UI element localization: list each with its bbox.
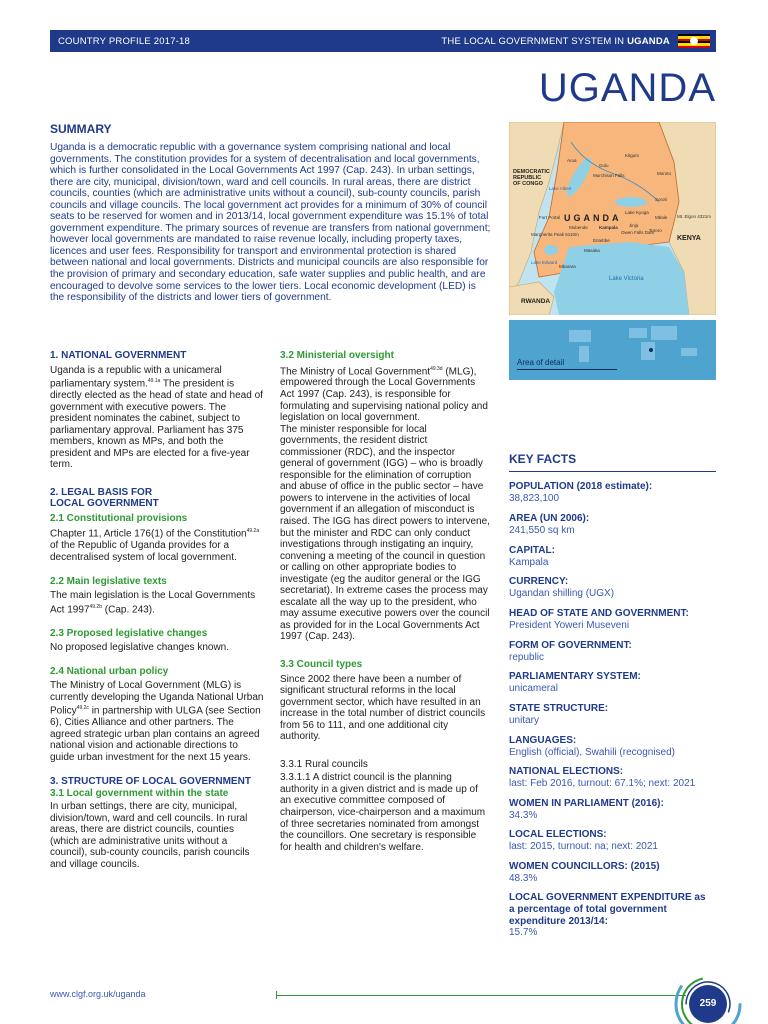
text-run: The Ministry of Local Government [280, 365, 431, 377]
column-1 [50, 350, 265, 871]
footnote-ref: 49.2b [89, 603, 102, 610]
key-fact-value: Ugandan shilling (UGX) [509, 587, 615, 599]
key-fact-value: last: Feb 2016, turnout: 67.1%; next: 2021 [509, 777, 696, 789]
text-run: of the Republic of Uganda provides for a decentralised system of local government. [50, 540, 237, 563]
key-fact [509, 861, 719, 885]
key-fact [509, 671, 719, 695]
map-place: Mt. Elgon 4321m [677, 214, 712, 219]
key-fact-label: CURRENCY: [509, 576, 569, 587]
map-place: Mbarara [559, 264, 576, 269]
country-title: UGANDA [538, 66, 716, 110]
map-place: Soroti [655, 197, 667, 202]
proposed-changes-heading: 2.3 Proposed legislative changes [50, 628, 208, 640]
ministerial-text-2: The minister responsible for local governments, the resident district commissioner (RDC), and the inspector general of government (IGG) – who is broadly responsible for the elimination of corruption and abuse of office in the public sector – have powers to intervene in the activities of local government if an allegation of misconduct is raised. The IGG has direct powers to intervene, but the minister and RDC can only conduct investigations through instigating an inquiry, convening a meeting of the council in question or calling on other appropriate bodies to investigate (eg the auditor general or the IGG secretariat). In extreme cases the process may escalate all the way up to the president, who may assume executive powers over the council as provided for in the Local Governments Act 1997 (Cap. 243). [280, 423, 490, 643]
map-place: Tororo [649, 228, 662, 233]
urban-policy-heading: 2.4 National urban policy [50, 666, 169, 678]
footnote-ref: 49.3d [430, 365, 443, 372]
key-fact [509, 829, 719, 853]
map-place: Arua [567, 158, 577, 163]
key-fact-label: WOMEN IN PARLIAMENT (2016): [509, 798, 664, 809]
minimap-underline [517, 369, 617, 370]
map-place: Gulu [599, 163, 609, 168]
map-neighbour-drc: DEMOCRATIC REPUBLIC OF CONGO [513, 169, 550, 187]
text-run: (Cap. 243). [102, 603, 155, 615]
text-run: (MLG), empowered through the Local Governments Act 1997 (Cap. 243), is responsible for formulating and supervising national policy and legislation on local government. [280, 365, 488, 424]
text-run: The Ministry of Local Government (MLG) is currently developing the Uganda National Urban Policy [50, 680, 264, 717]
key-fact [509, 481, 719, 505]
map-place: Jinja [629, 223, 639, 228]
key-fact [509, 513, 719, 537]
key-fact [509, 703, 719, 727]
map-place: Masaka [584, 248, 600, 253]
map-place: Kampala [599, 225, 618, 230]
key-fact-label: LOCAL ELECTIONS: [509, 829, 607, 840]
key-fact-value: 38,823,100 [509, 492, 560, 504]
map-place: Mubende [569, 225, 588, 230]
key-fact [509, 576, 719, 600]
legal-basis-heading-1: 2. LEGAL BASIS FOR [50, 486, 153, 498]
key-fact [509, 766, 719, 790]
map-country-label: UGANDA [564, 213, 622, 223]
main-legislation-text [50, 590, 265, 615]
key-fact-value: last: 2015, turnout: na; next: 2021 [509, 840, 658, 852]
key-fact-value: 241,550 sq km [509, 524, 575, 536]
text-run: is the planning authority in a given district and is made up of an executive committee composed of chairperson, vice-chairperson and a maximum of three secretaries nominated from amongst the councillors. One secretary is responsible for health and children's welfare. [280, 772, 486, 853]
key-facts-divider [509, 471, 716, 472]
summary-heading: SUMMARY [50, 122, 112, 136]
key-fact-label: HEAD OF STATE AND GOVERNMENT: [509, 608, 689, 619]
map-place: Lake Edward [531, 260, 558, 265]
map-place: Margherita Peak 5110m [531, 232, 579, 237]
page-number: 259 [689, 985, 727, 1023]
header-right [441, 36, 670, 47]
key-fact-value: President Yoweri Museveni [509, 619, 630, 631]
ministerial-text-1 [280, 364, 490, 424]
constitutional-text [50, 526, 265, 563]
map-place: Entebbe [593, 238, 610, 243]
minimap-world-graphic [509, 320, 716, 380]
map-place: Kitgum [625, 153, 640, 158]
text-run: in partnership with ULGA (see Section 6), Cities Alliance and other partners. The agreed strategic urban plan contains an agreed national vision and actionable directions to guide urban investment for the next 15 years. [50, 705, 261, 763]
council-types-text: Since 2002 there have been a number of significant structural reforms in the local government sector, which have resulted in an increase in the total number of district councils from 56 to 111, and one additional city authority. [280, 673, 486, 743]
key-fact-value: Kampala [509, 556, 549, 568]
footnote-ref: 49.1a [147, 378, 161, 385]
main-legislation-heading: 2.2 Main legislative texts [50, 576, 167, 588]
column-2 [280, 350, 490, 853]
key-fact-value: English (official), Swahili (recognised) [509, 746, 675, 758]
key-fact-label: CAPITAL: [509, 545, 555, 556]
text-run: The president is directly elected as the head of state and head of government with executive powers. The president nominates the cabinet, subject to parliamentary approval. Parliament has 375 members, known as MPs, and both the president and MPs are elected for a five-year term. [50, 378, 263, 471]
key-fact-value: unicameral [509, 682, 558, 694]
header-right-prefix: THE LOCAL GOVERNMENT SYSTEM IN [441, 36, 625, 47]
map-place: Lake Victoria [609, 276, 644, 282]
key-facts-heading: KEY FACTS [509, 452, 577, 466]
urban-policy-text [50, 680, 265, 763]
district-council-text [280, 772, 490, 853]
map-neighbour-kenya: KENYA [677, 235, 701, 242]
structure-sub-heading: 3.1 Local government within the state [50, 787, 229, 799]
national-government-heading: 1. NATIONAL GOVERNMENT [50, 350, 187, 361]
constitutional-heading: 2.1 Constitutional provisions [50, 512, 188, 524]
key-fact-label: LANGUAGES: [509, 735, 577, 746]
key-fact-value: unitary [509, 714, 540, 726]
minimap-label: Area of detail [517, 358, 565, 367]
key-fact-label: PARLIAMENTARY SYSTEM: [509, 671, 641, 682]
key-fact-label: LOCAL GOVERNMENT EXPENDITURE as a percentage of total government expenditure 2013/14: [509, 892, 706, 927]
proposed-changes-text: No proposed legislative changes known. [50, 641, 229, 653]
map-graphic [509, 122, 716, 315]
rural-councils-heading: 3.3.1 Rural councils [280, 758, 368, 770]
key-fact [509, 640, 719, 664]
footer-url-link[interactable]: www.clgf.org.uk/uganda [50, 989, 146, 999]
key-fact-value: republic [509, 651, 545, 663]
map-place: Owen Falls Dam [621, 230, 655, 235]
minimap [509, 320, 716, 380]
uganda-map [509, 122, 716, 315]
text-run: Chapter 11, Article 176(1) of the Constitution [50, 528, 247, 540]
key-fact [509, 735, 719, 759]
map-place: Lake Kyoga [625, 210, 649, 215]
map-place: Mbale [655, 215, 668, 220]
ministerial-heading: 3.2 Ministerial oversight [280, 350, 394, 361]
map-place: Moroto [657, 171, 672, 176]
uganda-flag-icon [678, 34, 710, 48]
key-fact-label: WOMEN COUNCILLORS: (2015) [509, 861, 660, 872]
header-right-country: UGANDA [627, 36, 670, 47]
legal-basis-heading-2: LOCAL GOVERNMENT [50, 498, 159, 510]
council-types-heading: 3.3 Council types [280, 659, 363, 670]
map-neighbour-rwanda: RWANDA [521, 298, 551, 305]
key-fact-label: AREA (UN 2006): [509, 513, 590, 524]
text-run: Uganda is a republic with a unicameral parliamentary system. [50, 364, 222, 390]
text-run: 3.3.1.1 A district council [280, 772, 385, 784]
key-fact [509, 798, 719, 822]
key-fact-value: 15.7% [509, 927, 538, 939]
structure-heading: 3. STRUCTURE OF LOCAL GOVERNMENT [50, 776, 251, 788]
key-fact-value: 34.3% [509, 809, 538, 821]
key-fact-value: 48.3% [509, 872, 538, 884]
map-place: Fort Portal [539, 215, 561, 220]
header-bar [50, 30, 716, 52]
key-fact-label: FORM OF GOVERNMENT: [509, 640, 632, 651]
key-fact [509, 545, 719, 569]
key-fact [509, 892, 709, 939]
national-government-text [50, 365, 265, 471]
key-fact-label: POPULATION (2018 estimate): [509, 481, 653, 492]
footnote-ref: 49.2c [76, 705, 89, 712]
footnote-ref: 49.2a [246, 528, 260, 535]
key-fact [509, 608, 719, 632]
summary-text: Uganda is a democratic republic with a governance system comprising national and local governments. The constitution provides for a system of decentralisation and local governments, which is further consolidated in the Local Governments Act 1997 (Cap. 243). In urban settings, there are city, municipal, division/town, ward and cell councils. In rural areas, there are district councils, counties (which are administrative units without a council), sub-county councils, parish councils and village councils. The local government act provides for a minimum of 30% of council seats to be reserved for women and in 2013/14, local government expenditure was 15.1% of total government expenditure. The primary sources of revenue are transfers from national government; however local governments are mandated to raise revenue locally, including property taxes, licences and user fees. Responsibility for transport and environmental protection is shared between national and local governments. Districts and municipal councils are also responsible for the provision of primary and secondary education, safe water supplies and public health, and are encouraged to devolve some services to the lower tiers. Local economic development (LED) is the responsibility of the districts and lower tiers of government. [50, 142, 491, 304]
header-left: COUNTRY PROFILE 2017-18 [58, 36, 191, 47]
key-fact-label: STATE STRUCTURE: [509, 703, 609, 714]
structure-text: In urban settings, there are city, municipal, division/town, ward and cell councils. In rural areas, there are district councils, counties (which are administrative units without a council), sub-county councils, parish councils and village councils. [50, 801, 250, 870]
text-run: The main legislation is the Local Governments Act 1997 [50, 589, 256, 615]
footer-rule [276, 995, 686, 996]
map-place: Murchison Falls [593, 173, 625, 178]
key-fact-label: NATIONAL ELECTIONS: [509, 766, 624, 777]
map-place: Lake Albert [549, 186, 572, 191]
